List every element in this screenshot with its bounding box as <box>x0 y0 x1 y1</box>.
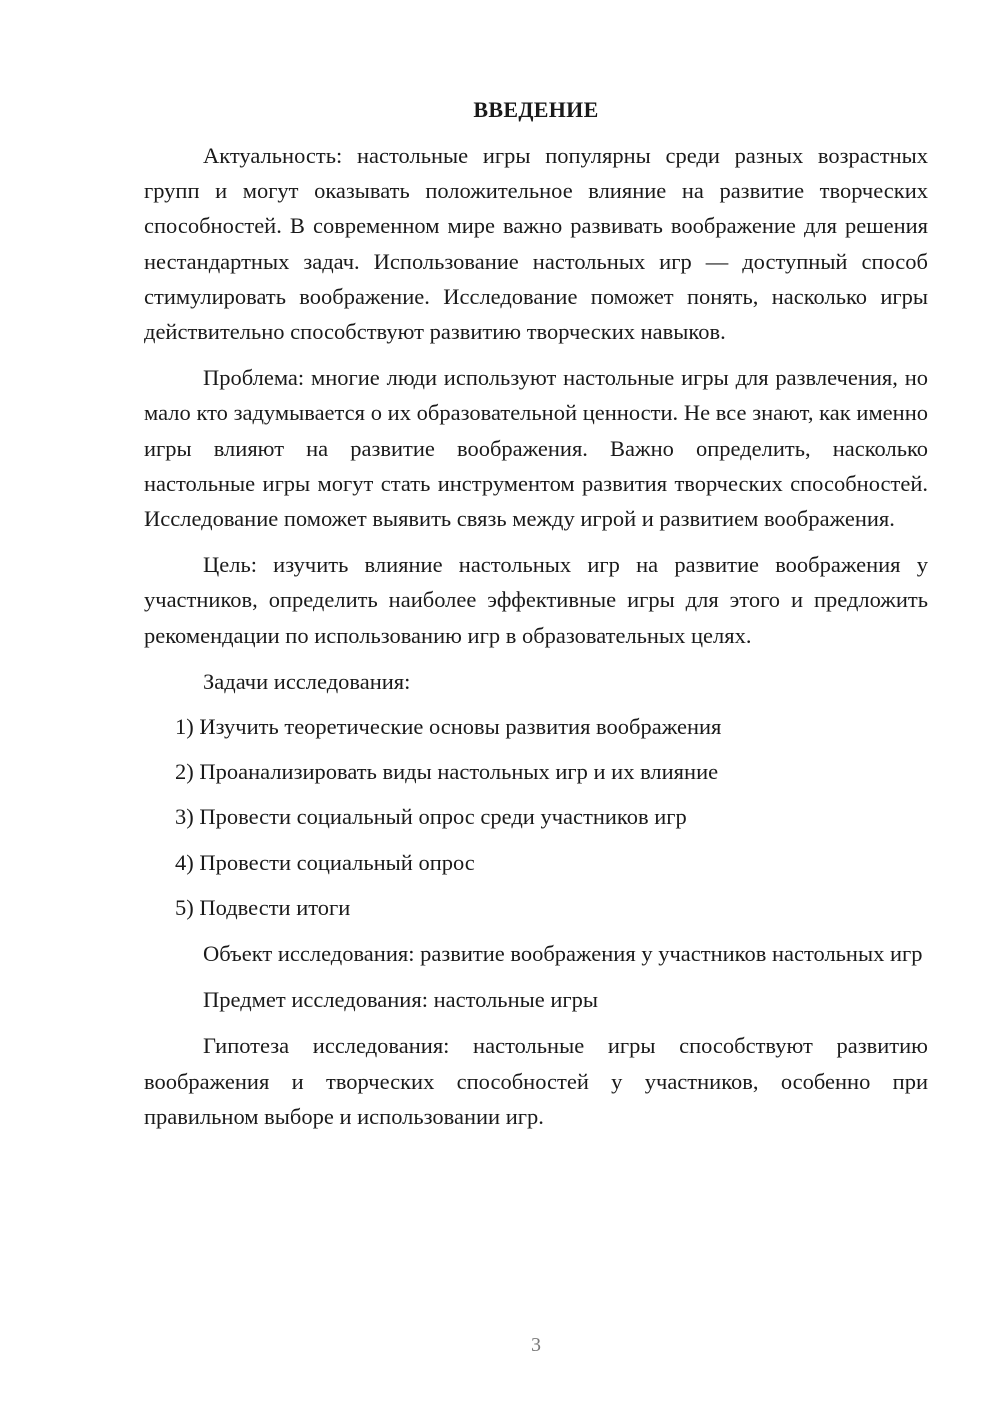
object-paragraph: Объект исследования: развитие воображения у участников настольных игр <box>203 941 923 967</box>
task-item: 3) Провести социальный опрос среди участников игр <box>175 804 687 830</box>
tasks-list <box>144 709 928 925</box>
relevance-paragraph: Актуальность: настольные игры популярны среди разных возрастных групп и могут оказывать положительное влияние на развитие творческих способностей. В современном мире важно развивать воображение для решения нестандартных задач. Использование настольных игр — доступный способ стимулировать воображение. Исследование поможет понять, насколько игры действительно способствуют развитию творческих навыков. <box>144 143 928 345</box>
goal-paragraph: Цель: изучить влияние настольных игр на развитие воображения у участников, определить наиболее эффективные игры для этого и предложить рекомендации по использованию игр в образовательных целях. <box>144 552 928 648</box>
problem-paragraph: Проблема: многие люди используют настольные игры для развлечения, но мало кто задумывается о их образовательной ценности. Не все знают, как именно игры влияют на развитие воображения. Важно определить, насколько настольные игры могут стать инструментом развития творческих способностей. Исследование поможет выявить связь между игрой и развитием воображения. <box>144 365 928 532</box>
document-title: ВВЕДЕНИЕ <box>473 97 599 122</box>
task-item: 2) Проанализировать виды настольных игр и их влияние <box>175 759 719 785</box>
task-item: 5) Подвести итоги <box>175 894 351 920</box>
task-item: 1) Изучить теоретические основы развития воображения <box>175 714 722 740</box>
page-number: 3 <box>531 1334 541 1356</box>
task-item: 4) Провести социальный опрос <box>175 849 475 875</box>
document-page <box>144 92 928 1134</box>
hypothesis-paragraph: Гипотеза исследования: настольные игры способствуют развитию воображения и творческих способностей у участников, особенно при правильном выборе и использовании игр. <box>144 1033 928 1129</box>
subject-paragraph: Предмет исследования: настольные игры <box>203 987 598 1013</box>
tasks-heading: Задачи исследования: <box>203 668 411 694</box>
